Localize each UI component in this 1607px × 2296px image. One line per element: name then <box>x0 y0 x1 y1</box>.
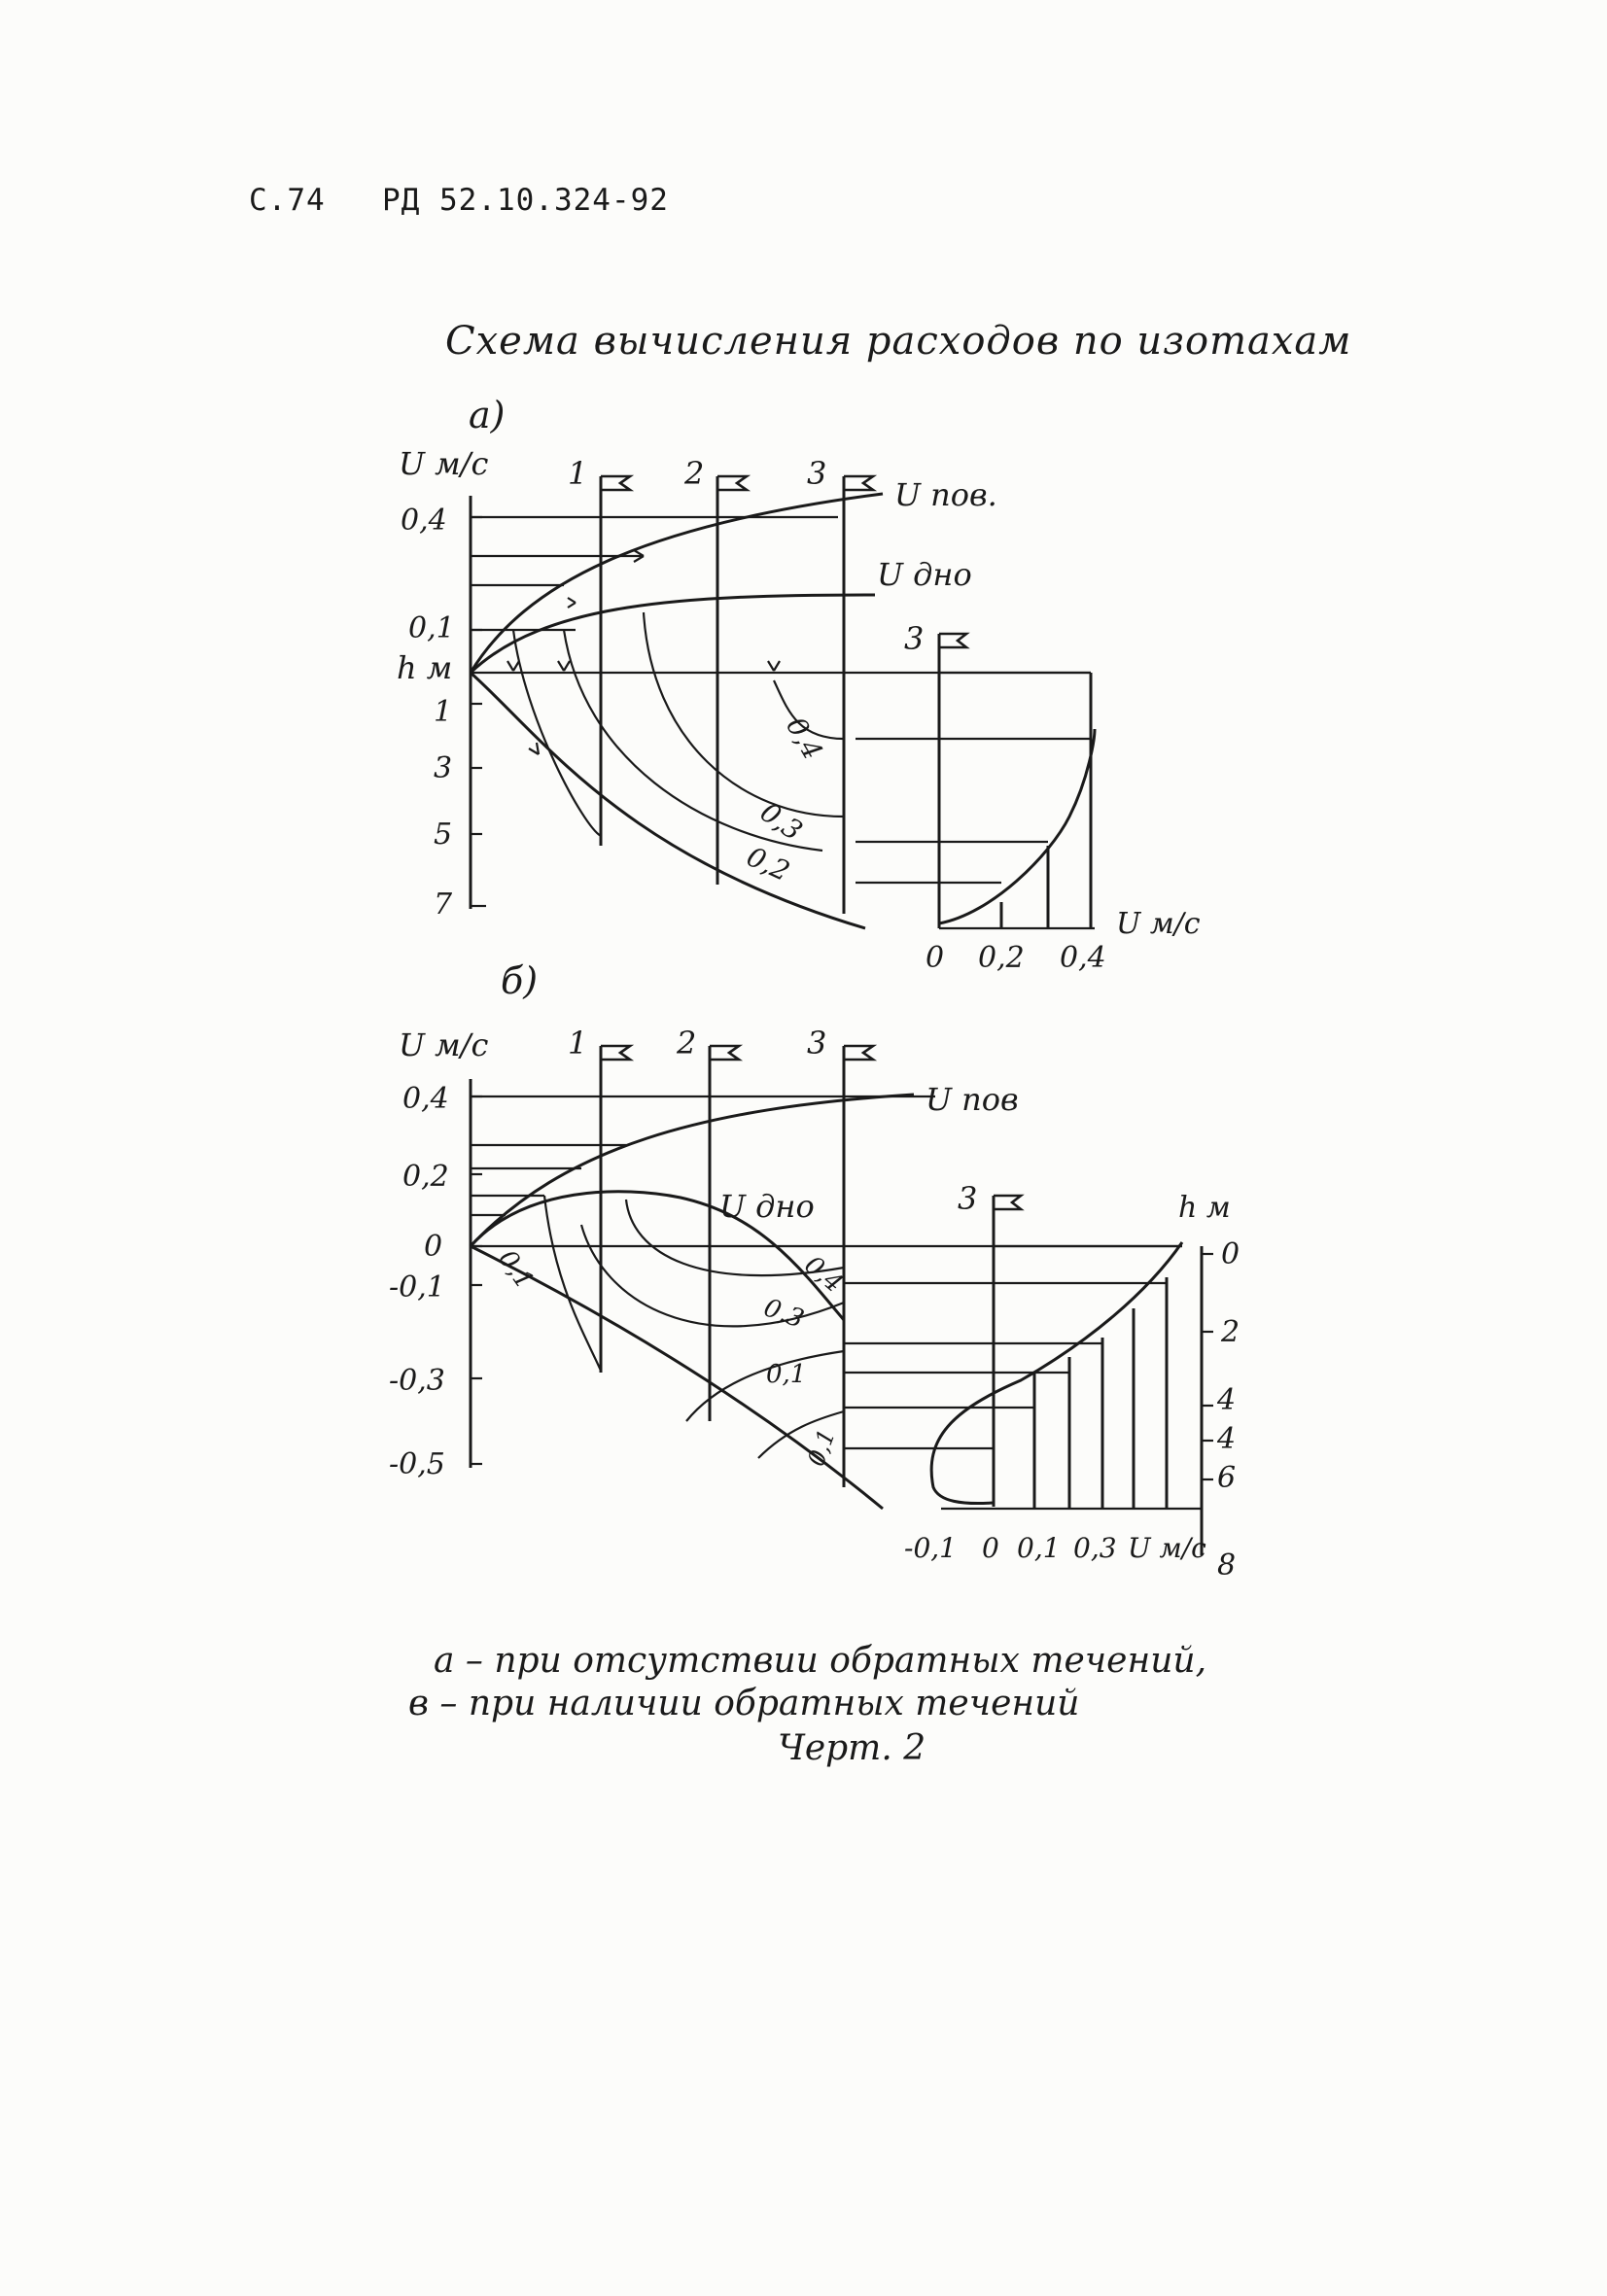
inset-a-x-tick: 0,4 <box>1060 941 1106 975</box>
vertical-1-label: 1 <box>568 455 588 492</box>
vertical-3-flag-icon <box>844 1046 873 1060</box>
inset-b-x-tick: 0 <box>982 1532 999 1564</box>
panel-a-label: а) <box>469 394 506 436</box>
isotach-label: 0,3 <box>753 795 809 848</box>
panel-b-tick-label: -0,5 <box>389 1447 445 1481</box>
isotach-line <box>544 1196 601 1371</box>
surface-velocity-curve <box>471 494 883 673</box>
isotach-label: 0,3 <box>759 1293 808 1335</box>
inset-b-x-tick: 0,3 <box>1073 1532 1117 1564</box>
panel-b-inset <box>844 1180 1240 1583</box>
isotach-label: 0,4 <box>779 712 829 766</box>
inset-b-depth-tick-label: 4 <box>1217 1383 1237 1417</box>
caption-line-a: а – при отсутствии обратных течений, <box>434 1641 1207 1681</box>
vertical-1-flag-icon <box>601 476 630 490</box>
vertical-3-label: 3 <box>807 455 827 492</box>
panel-a-depth-tick: 5 <box>434 818 453 852</box>
arrow-icon <box>568 598 576 608</box>
arrow-icon <box>558 661 570 671</box>
arrow-icon <box>768 661 780 671</box>
vertical-3-flag-icon <box>844 476 873 490</box>
riverbed-profile <box>471 673 865 928</box>
inset-b-depth-label: h м <box>1178 1191 1231 1225</box>
panel-a-tick-label: 0,4 <box>401 504 447 538</box>
inset-b-x-label: U м/с <box>1128 1532 1206 1564</box>
inset-a-x-tick: 0,2 <box>978 941 1025 975</box>
panel-a-depth-tick: 7 <box>434 887 453 922</box>
arrow-icon <box>507 661 519 671</box>
isotach-label: 0,2 <box>742 840 795 888</box>
isotach-label: 0,1 <box>492 1244 540 1295</box>
panel-a-tick-label: 0,1 <box>408 611 455 645</box>
inset-a-vertical-label: 3 <box>904 620 925 657</box>
panel-a <box>397 394 1201 975</box>
panel-b-tick-label: 0 <box>424 1230 443 1264</box>
inset-b-flag-icon <box>994 1196 1021 1209</box>
surface-curve-label: U пов <box>926 1081 1019 1118</box>
vertical-3-label: 3 <box>807 1025 827 1061</box>
panel-a-depth-tick: 1 <box>434 695 453 729</box>
isotach-label: 0,4 <box>798 1250 849 1299</box>
surface-velocity-curve <box>471 1095 914 1246</box>
vertical-2-flag-icon <box>717 476 747 490</box>
inset-a-flag-icon <box>939 634 966 647</box>
inset-b-depth-tick-label: 8 <box>1217 1548 1237 1583</box>
panel-b-y-axis-label: U м/с <box>399 1026 489 1063</box>
vertical-2-label: 2 <box>684 455 705 492</box>
arrow-icon <box>529 743 539 754</box>
page-number: С.74 <box>249 183 326 218</box>
isotach-label: 0,1 <box>802 1425 841 1471</box>
figure-number: Черт. 2 <box>778 1728 926 1768</box>
vertical-2-flag-icon <box>710 1046 739 1060</box>
panel-a-y-axis-label: U м/с <box>399 445 489 482</box>
panel-b-label: б) <box>501 959 539 1002</box>
isotach-line <box>513 630 601 836</box>
panel-a-depth-label: h м <box>397 649 453 686</box>
panel-b-tick-label: 0,4 <box>402 1082 449 1116</box>
inset-b-vertical-label: 3 <box>958 1180 978 1217</box>
panel-b <box>389 959 1240 1583</box>
document-code: РД 52.10.324-92 <box>382 183 669 218</box>
panel-b-tick-label: -0,1 <box>389 1270 445 1305</box>
inset-a-x-label: U м/с <box>1116 907 1201 941</box>
panel-b-tick-label: -0,3 <box>389 1364 445 1398</box>
inset-a-x-tick: 0 <box>926 941 945 975</box>
vertical-2-label: 2 <box>677 1025 697 1061</box>
figure-title: Схема вычисления расходов по изотахам <box>445 319 1352 364</box>
bottom-curve-label: U дно <box>719 1188 815 1225</box>
inset-b-depth-tick-label: 2 <box>1221 1315 1240 1349</box>
inset-b-depth-tick-label: 6 <box>1217 1461 1237 1495</box>
vertical-1-label: 1 <box>568 1025 588 1061</box>
inset-b-depth-tick-label: 0 <box>1221 1237 1240 1271</box>
panel-b-tick-label: 0,2 <box>402 1160 449 1194</box>
isotach-label: 0,1 <box>766 1360 807 1389</box>
panel-a-depth-tick: 3 <box>434 751 453 785</box>
bottom-curve-label: U дно <box>877 556 972 593</box>
vertical-1-flag-icon <box>601 1046 630 1060</box>
isotach-line <box>644 612 844 817</box>
caption-line-b: в – при наличии обратных течений <box>408 1684 1080 1723</box>
inset-b-x-tick: -0,1 <box>904 1532 957 1564</box>
inset-b-x-tick: 0,1 <box>1017 1532 1061 1564</box>
surface-curve-label: U пов. <box>894 476 997 513</box>
inset-b-depth-tick-label: 4 <box>1217 1422 1237 1456</box>
inset-a-profile <box>939 729 1095 923</box>
